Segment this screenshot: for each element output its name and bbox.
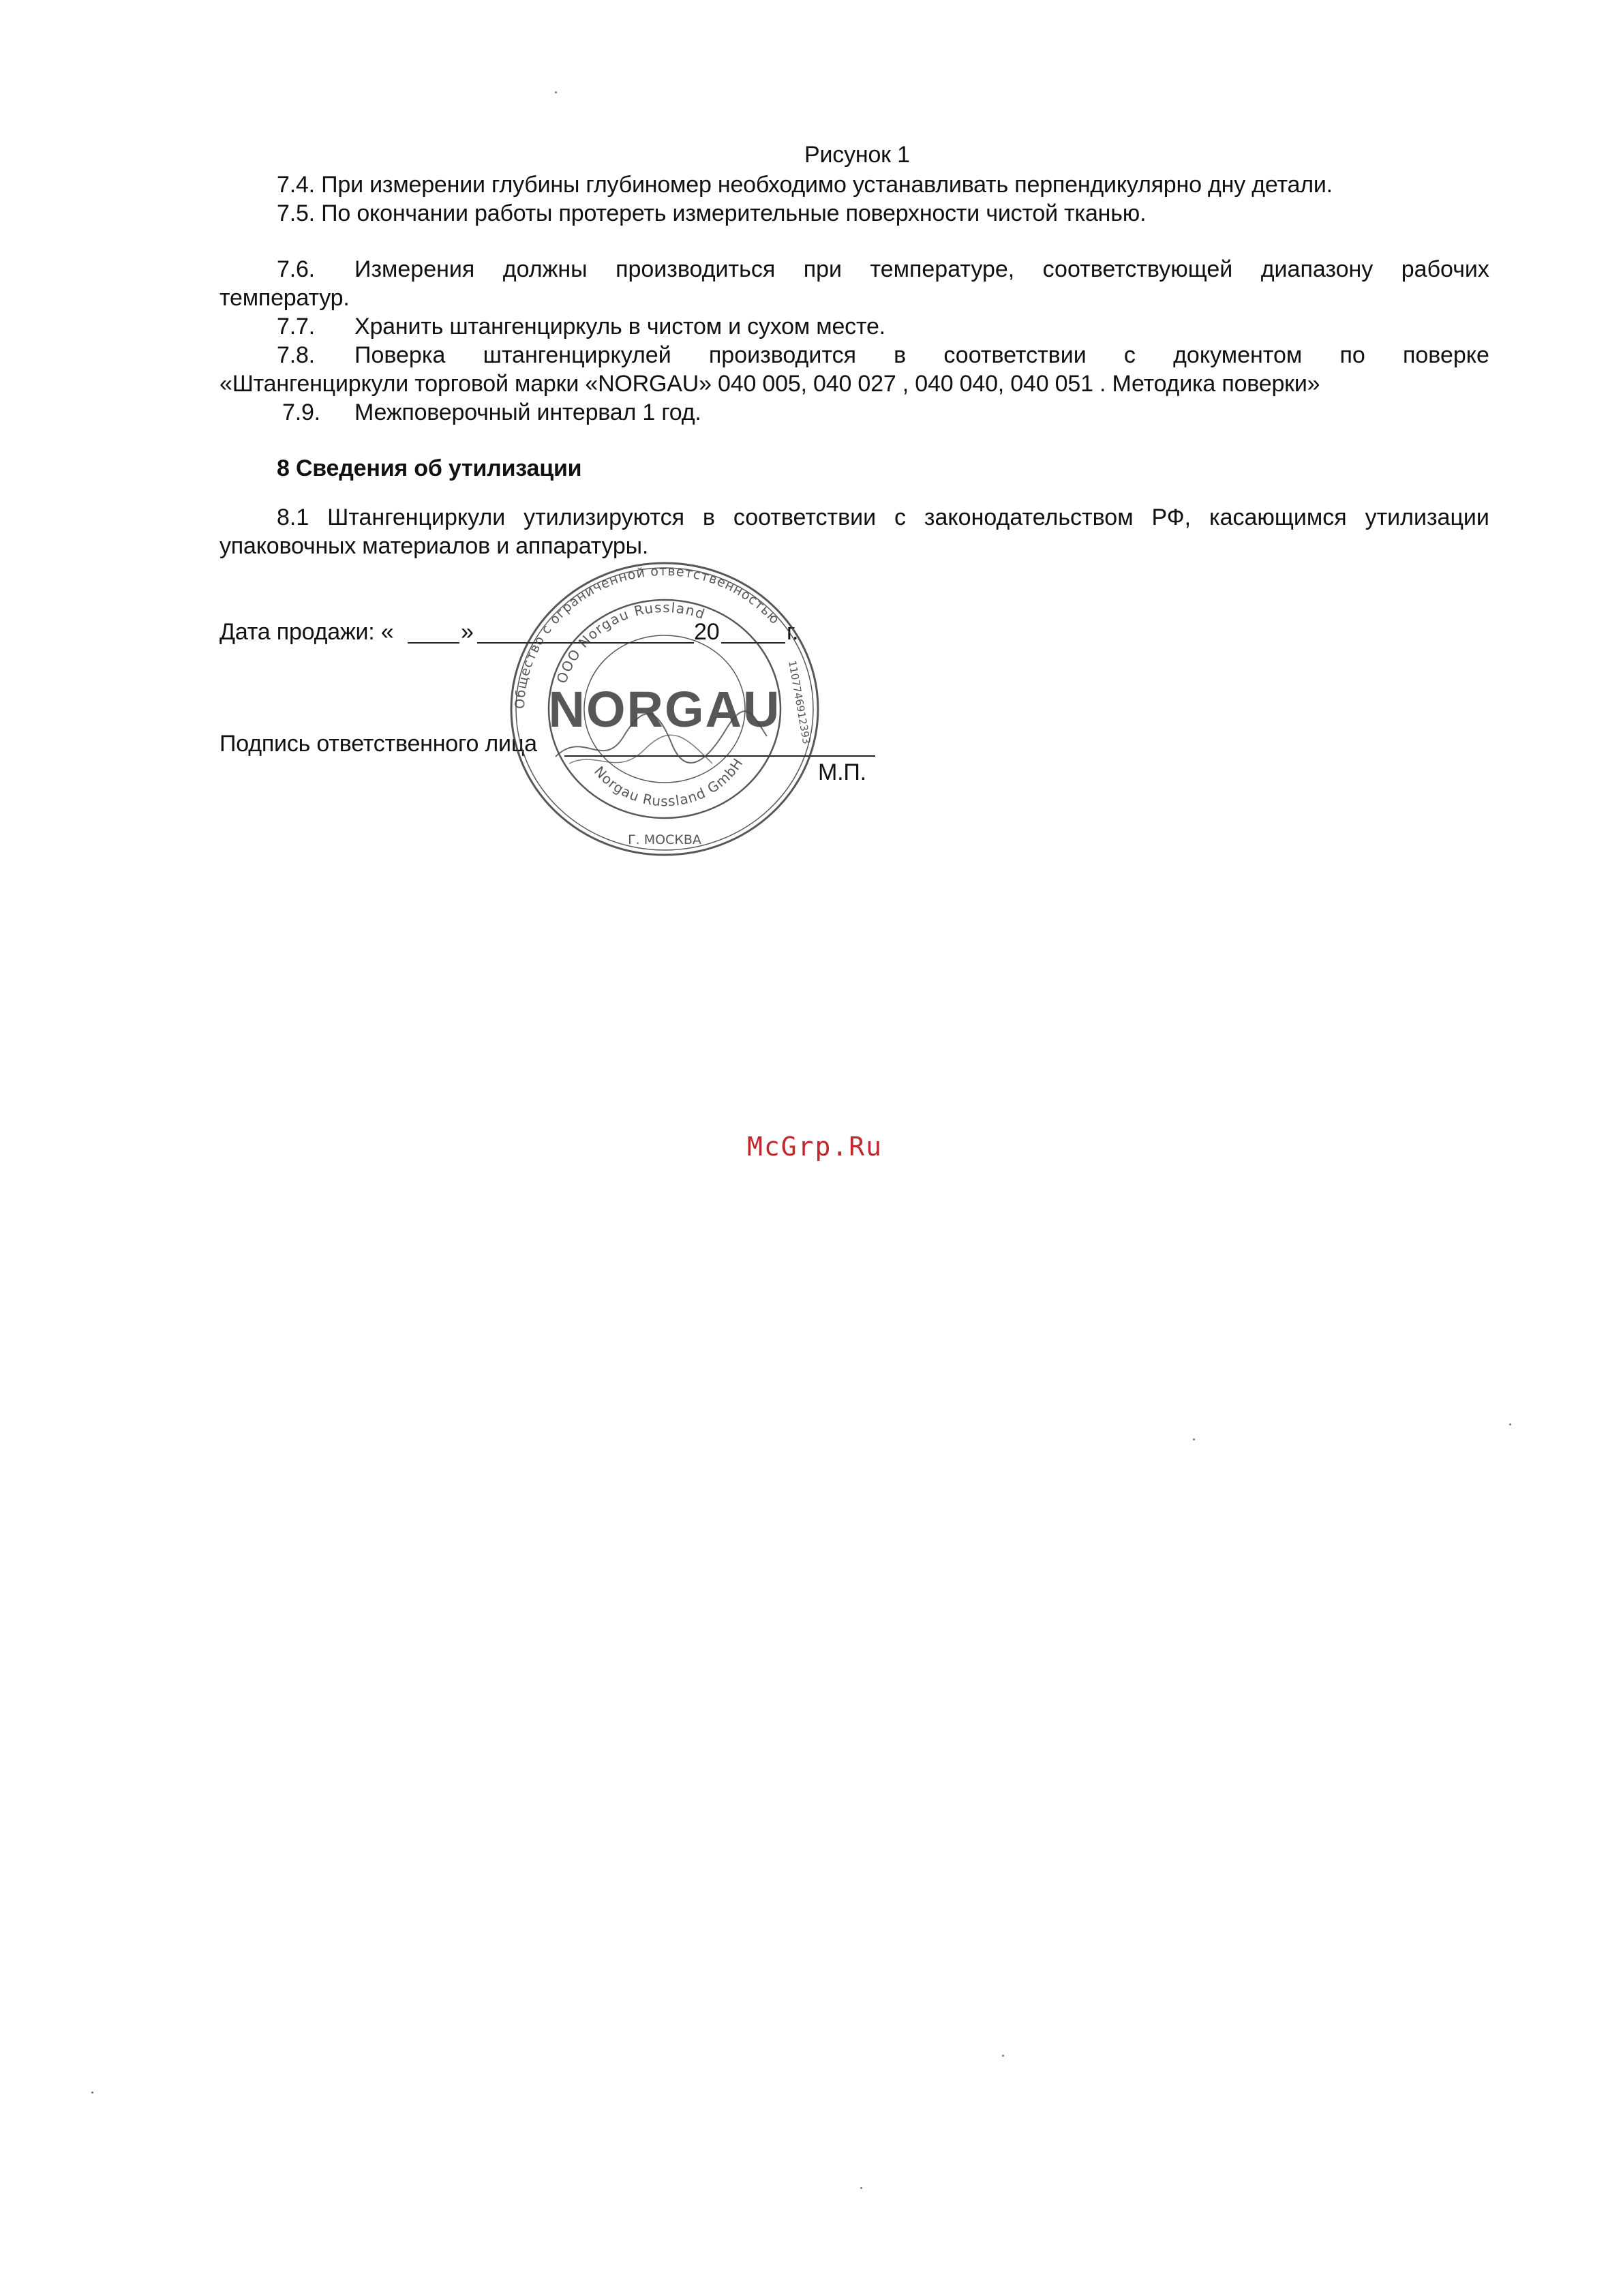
word: рабочих: [1401, 256, 1489, 282]
item-7-9-number: 7.9.: [282, 399, 320, 425]
word: соответствующей: [1042, 256, 1233, 282]
item-7-7-number: 7.7.: [277, 314, 315, 339]
word: с: [894, 504, 907, 530]
word: соответствии: [733, 504, 877, 530]
scan-speck: [1002, 2055, 1004, 2057]
item-7-8-number: 7.8.: [277, 342, 315, 368]
paragraph-8-1-line: [277, 503, 1489, 532]
company-stamp: [508, 559, 821, 859]
item-7-6-continuation: температур.: [219, 285, 350, 311]
scan-speck: [555, 91, 557, 93]
scan-speck: [1509, 1423, 1511, 1425]
item-7-8-line: [354, 341, 1489, 369]
section-8-heading: 8 Сведения об утилизации: [277, 455, 582, 481]
item-7-6-number: 7.6.: [277, 256, 315, 282]
scan-speck: [860, 2187, 862, 2189]
stamp-inner-ring-text: ООО Norgau Russland: [553, 599, 708, 686]
word: утилизируются: [524, 504, 684, 530]
word: температуре,: [870, 256, 1015, 282]
word: должны: [502, 256, 588, 282]
word: Штангенциркули: [327, 504, 506, 530]
word: касающимся: [1209, 504, 1347, 530]
word: диапазону: [1260, 256, 1374, 282]
word: по: [1339, 342, 1365, 368]
stamp-outer-ring-text: Общество с ограниченной ответственностью: [512, 563, 783, 710]
word: РФ,: [1151, 504, 1192, 530]
sale-day-blank: [408, 642, 459, 644]
figure-caption: Рисунок 1: [804, 142, 910, 168]
sale-date-close-quote: »: [461, 619, 474, 645]
scan-speck: [91, 2091, 93, 2094]
word: производится: [708, 342, 856, 368]
watermark: McGrp.Ru: [747, 1132, 883, 1162]
stamp-gmbh-text: Norgau Russland GmbH: [591, 755, 746, 810]
word: с: [1123, 342, 1136, 368]
word: штангенциркулей: [483, 342, 671, 368]
paragraph-8-1-continuation: упаковочных материалов и аппаратуры.: [219, 533, 649, 559]
stamp-city-text: Г. МОСКВА: [628, 832, 701, 847]
item-7-8-continuation: «Штангенциркули торговой марки «NORGAU» 040 005, 040 027 , 040 040, 040 051 . Методика поверки»: [219, 371, 1320, 397]
stamp-code-text: 1107746912393: [786, 659, 813, 745]
scan-speck: [1193, 1438, 1195, 1440]
item-7-6-line: [354, 255, 1489, 284]
word: Поверка: [354, 342, 446, 368]
mp-label: М.П.: [818, 759, 866, 785]
item-7-9-text: Межповерочный интервал 1 год.: [354, 399, 701, 425]
sale-date-label: Дата продажи: «: [219, 619, 394, 645]
word: утилизации: [1365, 504, 1489, 530]
signature-label: Подпись ответственного лица: [219, 731, 537, 757]
sale-date-suffix: г.: [787, 619, 799, 645]
word: соответствии: [943, 342, 1087, 368]
word: документом: [1173, 342, 1303, 368]
word: в: [894, 342, 907, 368]
word: поверке: [1402, 342, 1489, 368]
word: в: [702, 504, 715, 530]
word: производиться: [616, 256, 776, 282]
word: 8.1: [277, 504, 309, 530]
item-7-7-text: Хранить штангенциркуль в чистом и сухом месте.: [354, 314, 885, 339]
sale-date-year: 20: [694, 619, 720, 645]
item-7-4: 7.4. При измерении глубины глубиномер необходимо устанавливать перпендикулярно дну детали.: [277, 172, 1333, 198]
word: Измерения: [354, 256, 475, 282]
stamp-brand-text: NORGAU: [548, 681, 781, 738]
word: при: [803, 256, 843, 282]
word: законодательством: [924, 504, 1134, 530]
item-7-5: 7.5. По окончании работы протереть измерительные поверхности чистой тканью.: [277, 200, 1147, 226]
